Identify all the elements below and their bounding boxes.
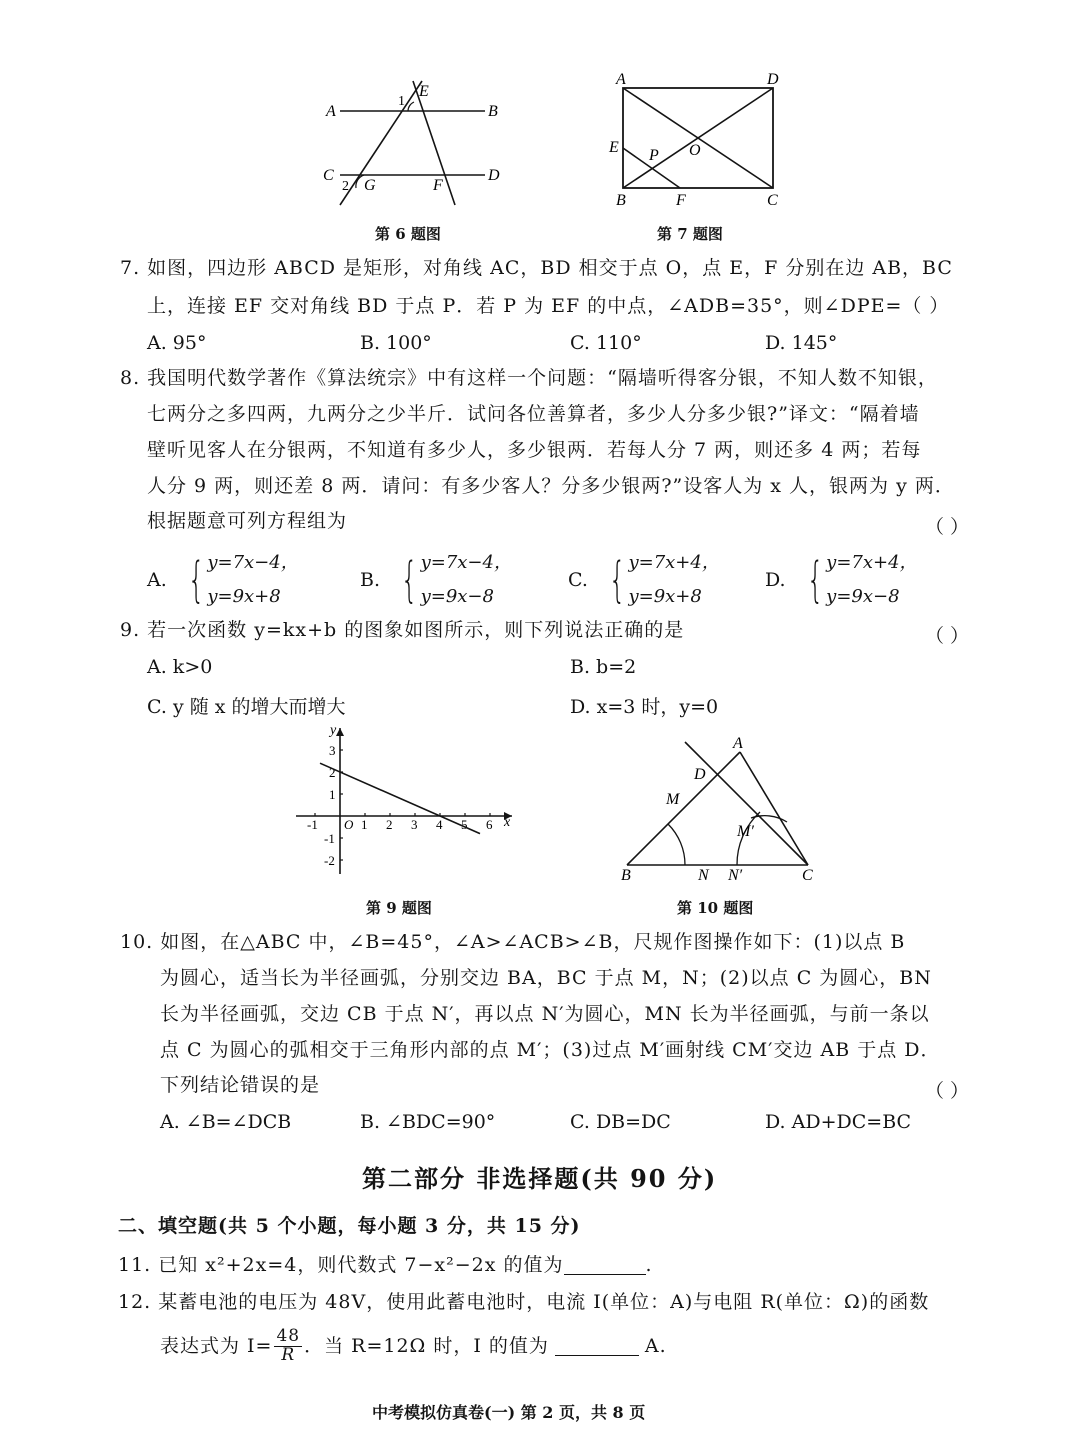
- q9-stem: 9. 若一次函数 y=kx+b 的图象如图所示，则下列说法正确的是: [120, 619, 685, 641]
- q8-option-b-eq2: y=9x−8: [420, 586, 494, 607]
- q8-option-d-label: D.: [765, 569, 786, 591]
- fig10-label-d: D: [694, 766, 706, 783]
- q8-option-d-eq2: y=9x−8: [826, 586, 900, 607]
- fig9-y-tick-label: 1: [329, 787, 336, 802]
- q7-option-c: C. 110°: [570, 332, 642, 354]
- fig10-label-m: M: [666, 791, 680, 808]
- part-two-title: 第二部分 非选择题(共 90 分): [362, 1164, 718, 1193]
- fig6-label-e: E: [419, 83, 429, 100]
- q12-expression-post: ．当 R=12Ω 时，I 的值为: [304, 1334, 549, 1357]
- q9-option-c: C. y 随 x 的增大而增大: [147, 696, 346, 718]
- fig6-label-g: G: [364, 177, 376, 194]
- q10-line-4: 点 C 为圆心的弧相交于三角形内部的点 M′；(3)过点 M′画射线 CM′交边 AB 于点 D．: [160, 1039, 941, 1061]
- fig9-y-tick-label: -1: [324, 831, 335, 846]
- q8-option-d-eq1: y=7x+4，: [826, 552, 918, 573]
- fig7-label-p: P: [649, 147, 659, 164]
- fig9-x-tick-label: 6: [486, 817, 493, 832]
- fig9-y-arrow: [336, 728, 344, 736]
- q11-answer-blank[interactable]: [564, 1255, 646, 1275]
- fig10-label-n-prime: N′: [728, 867, 743, 882]
- q10-line-5: 下列结论错误的是: [160, 1074, 321, 1096]
- q7-line-1: 7. 如图，四边形 ABCD 是矩形，对角线 AC，BD 相交于点 O，点 E，F 分别在边 AB，BC: [120, 257, 953, 279]
- q8-option-b: B. { y=7x−4， y=9x−8: [360, 546, 512, 614]
- fill-in-heading: 二、填空题(共 5 个小题，每小题 3 分，共 15 分): [118, 1215, 581, 1237]
- fig9-x-tick-label: 2: [386, 817, 393, 832]
- q8-line-2: 七两分之多四两，九两分之少半斤．试问各位善算者，多少人分多少银?”译文：“隔着墙: [147, 403, 920, 425]
- q8-option-b-label: B.: [360, 569, 381, 591]
- q10-option-c: C. DB=DC: [570, 1111, 671, 1133]
- q12-unit: A.: [644, 1334, 667, 1357]
- q10-option-d: D. AD+DC=BC: [765, 1111, 912, 1133]
- q9-option-a: A. k>0: [147, 656, 213, 678]
- fig7-label-c: C: [767, 192, 778, 209]
- fig6-label-b: B: [488, 103, 498, 120]
- q8-line-1: 8. 我国明代数学著作《算法统宗》中有这样一个问题：“隔墙听得客分银，不知人数不知银，: [120, 367, 938, 389]
- q9-answer-paren: （ ）: [925, 625, 970, 647]
- q10-line-2: 为圆心，适当长为半径画弧，分别交边 BA，BC 于点 M，N；(2)以点 C 为圆心，BN: [160, 967, 932, 989]
- q8-option-a-eq2: y=9x+8: [207, 586, 281, 607]
- fig9-x-tick-label: 3: [411, 817, 418, 832]
- q8-option-c-eq1: y=7x+4，: [628, 552, 720, 573]
- fig10-label-n: N: [698, 867, 709, 882]
- fig7-caption: 第 7 题图: [657, 225, 723, 243]
- fig9-y-axis-label: y: [330, 723, 337, 738]
- q10-option-a: A. ∠B=∠DCB: [160, 1111, 292, 1133]
- fig9-x-tick-label: 1: [361, 817, 368, 832]
- fig6-label-2: 2: [342, 179, 349, 194]
- fig6-label-a: A: [326, 103, 336, 120]
- fig10-label-a: A: [733, 735, 743, 752]
- q12-expression-pre: 表达式为 I=: [160, 1334, 273, 1357]
- fig10-label-b: B: [621, 867, 631, 882]
- figure-7: [600, 68, 800, 213]
- q12-answer-blank[interactable]: [555, 1336, 639, 1356]
- figure-6: [320, 78, 510, 208]
- q8-option-c: C. { y=7x+4， y=9x+8: [568, 546, 720, 614]
- q8-option-a: A. { y=7x−4， y=9x+8: [147, 546, 299, 614]
- q11-text: 11. 已知 x²+2x=4，则代数式 7−x²−2x 的值为: [118, 1254, 564, 1276]
- fig6-label-1: 1: [398, 94, 405, 109]
- fig9-x-tick-label: -1: [307, 817, 318, 832]
- footer: 中考模拟仿真卷(一) 第 2 页，共 8 页: [372, 1403, 646, 1422]
- q8-option-c-eq2: y=9x+8: [628, 586, 702, 607]
- q7-option-a: A. 95°: [147, 332, 207, 354]
- fig9-x-tick-label: 4: [436, 817, 443, 832]
- fig10-caption: 第 10 题图: [677, 899, 754, 917]
- q12-fraction-numerator: 48: [276, 1326, 301, 1346]
- q8-option-a-eq1: y=7x−4，: [207, 552, 299, 573]
- q12-fraction: [274, 1328, 302, 1365]
- q12-line-1: 12. 某蓄电池的电压为 48V，使用此蓄电池时，电流 I(单位：A)与电阻 R(单位：Ω)的函数: [118, 1291, 930, 1313]
- q12-line-2: [160, 1328, 667, 1365]
- q7-option-d: D. 145°: [765, 332, 838, 354]
- q8-answer-paren: （ ）: [925, 516, 970, 538]
- fig9-origin-label: O: [344, 817, 354, 832]
- fig6-label-d: D: [488, 167, 500, 184]
- q8-option-b-eq1: y=7x−4，: [420, 552, 512, 573]
- fig9-y-tick-label: 3: [329, 743, 336, 758]
- q8-line-4: 人分 9 两，则还差 8 两．请问：有多少客人？分多少银两?”设客人为 x 人，银两为 y 两．: [147, 475, 955, 497]
- fig7-label-b: B: [616, 192, 626, 209]
- fig6-caption: 第 6 题图: [375, 225, 441, 243]
- fig7-label-e: E: [609, 139, 619, 156]
- fig7-label-o: O: [689, 142, 701, 159]
- q8-option-c-label: C.: [568, 569, 588, 591]
- fig9-y-tick-label: 2: [329, 765, 336, 780]
- q10-option-b: B. ∠BDC=90°: [360, 1111, 496, 1133]
- q11: [118, 1255, 653, 1275]
- q11-end: .: [645, 1254, 653, 1276]
- q7-option-b: B. 100°: [360, 332, 432, 354]
- q7-line-2: 上，连接 EF 交对角线 BD 于点 P．若 P 为 EF 的中点，∠ADB=35°，则∠DPE=（ ）: [147, 295, 950, 317]
- q8-option-d: D. { y=7x+4， y=9x−8: [765, 546, 918, 614]
- figure-10: [615, 732, 830, 882]
- fig7-label-d: D: [767, 71, 779, 88]
- q10-answer-paren: （ ）: [925, 1080, 970, 1102]
- fig6-label-f: F: [433, 177, 443, 194]
- fig10-label-m-prime: M′: [737, 823, 754, 840]
- q9-option-d: D. x=3 时，y=0: [570, 696, 719, 718]
- fig9-y-tick-label: -2: [324, 853, 335, 868]
- q8-line-3: 壁听见客人在分银两，不知道有多少人，多少银两．若每人分 7 两，则还多 4 两；若每: [147, 439, 922, 461]
- q8-line-5: 根据题意可列方程组为: [147, 510, 348, 532]
- q10-line-1: 10. 如图，在△ABC 中，∠B=45°，∠A>∠ACB>∠B，尺规作图操作如下：(1)以点 B: [120, 931, 906, 953]
- fig7-label-f: F: [676, 192, 686, 209]
- fig9-x-tick-label: 5: [461, 817, 468, 832]
- q8-option-a-label: A.: [147, 569, 167, 591]
- fig6-label-c: C: [323, 167, 334, 184]
- q12-fraction-denominator: R: [281, 1344, 296, 1365]
- fig7-label-a: A: [616, 71, 626, 88]
- q9-option-b: B. b=2: [570, 656, 637, 678]
- fig9-caption: 第 9 题图: [366, 899, 432, 917]
- fig10-label-c: C: [802, 867, 813, 882]
- q10-line-3: 长为半径画弧，交边 CB 于点 N′，再以点 N′为圆心，MN 长为半径画弧，与前一条以: [160, 1003, 930, 1025]
- figure-9: [290, 722, 520, 882]
- fig9-x-axis-label: x: [504, 815, 511, 830]
